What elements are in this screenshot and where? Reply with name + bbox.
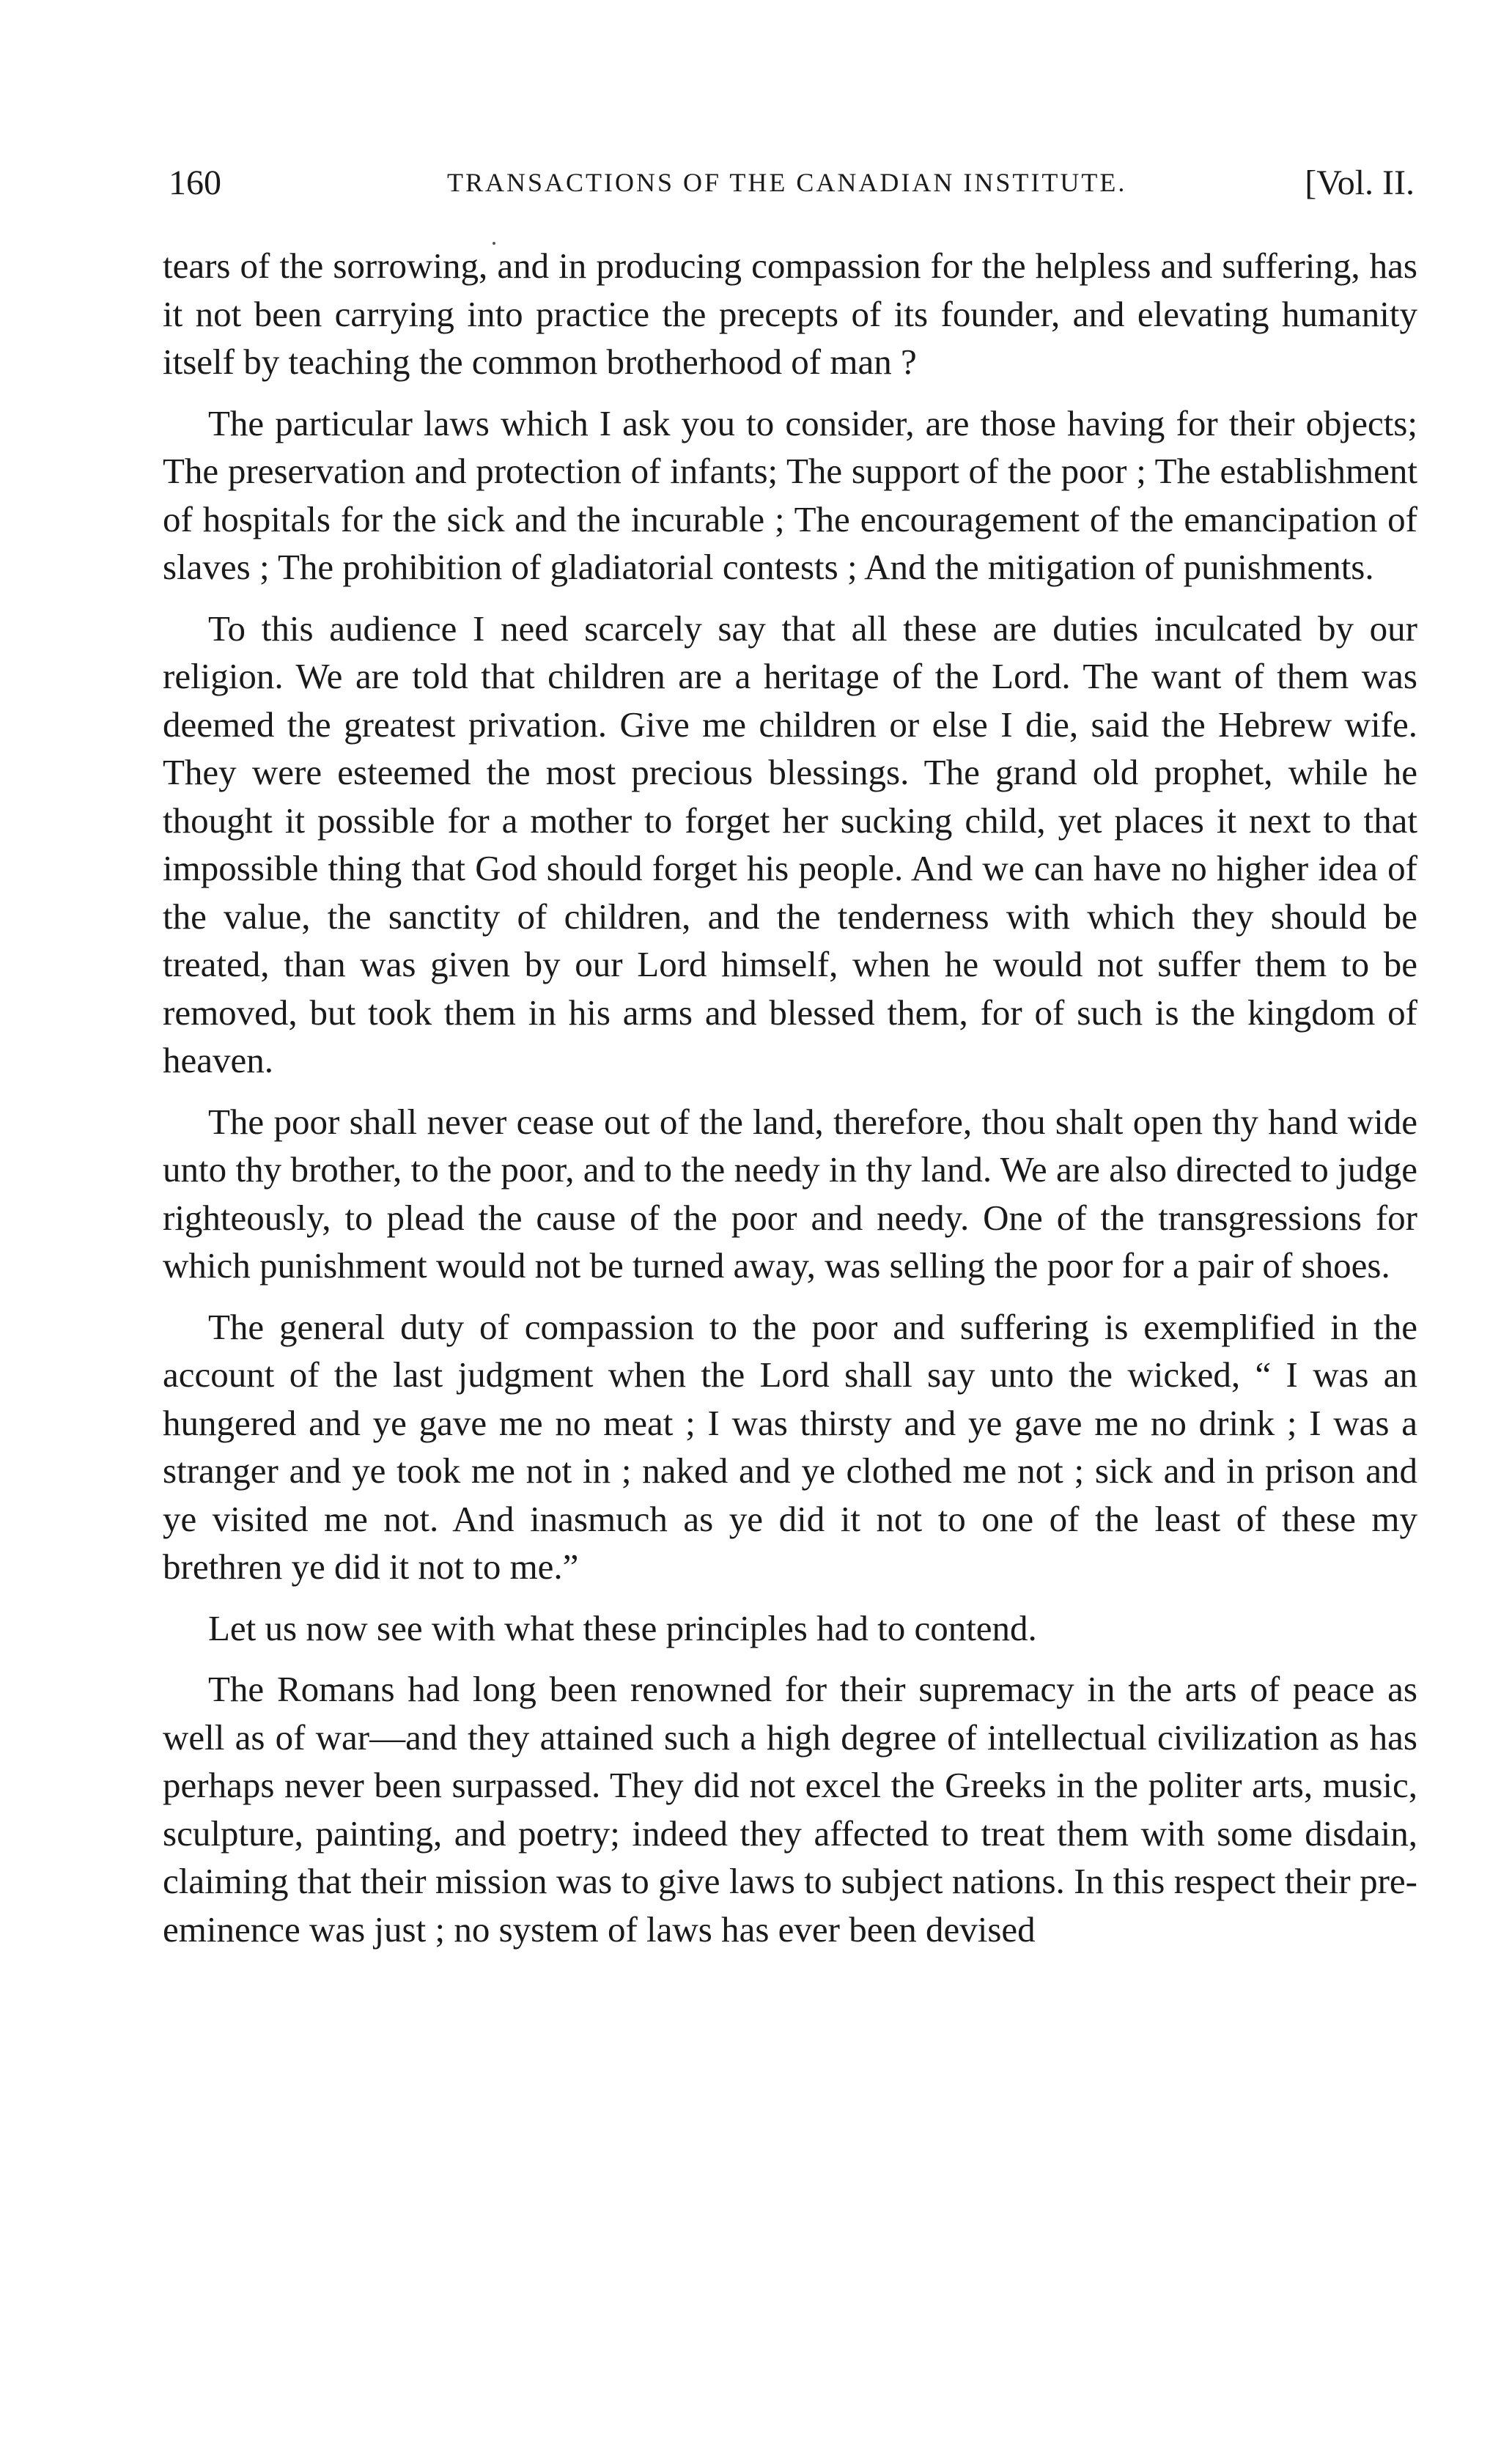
running-header: [169, 163, 1415, 214]
paragraph-children: To this audience I need scarcely say that all these are duties inculcated by our religion. We are told that children are a heritage of the Lord. The want of them was deemed the greatest privation. Give me children or else I die, said the Hebrew wife. They were esteemed the most precious blessings. The grand old prophet, while he thought it possible for a mother to forget her sucking child, yet places it next to that impossible thing that God should forget his people. And we can have no higher idea of the value, the sanctity of children, and the tenderness with which they should be treated, than was given by our Lord himself, when he would not suffer them to be removed, but took them in his arms and blessed them, for of such is the kingdom of heaven.: [163, 608, 1417, 1080]
paragraph-poor: The poor shall never cease out of the land, therefore, thou shalt open thy hand wide unto thy brother, to the poor, and to the needy in thy land. We are also directed to judge righteously, to plead the cause of the poor and needy. One of the transgressions for which punishment would not be turned away, was selling the poor for a pair of shoes.: [163, 1101, 1417, 1286]
page-number: 160: [169, 163, 221, 202]
running-title: TRANSACTIONS OF THE CANADIAN INSTITUTE.: [447, 168, 1127, 197]
volume-label: [Vol. II.: [1305, 163, 1415, 202]
paragraph-romans: The Romans had long been renowned for their supremacy in the arts of peace as well as of war—and they attained such a high degree of intellectual civilization as has perhaps never been surpassed. They did not excel the Greeks in the politer arts, music, sculpture, painting, and poetry; indeed they affected to treat them with some disdain, claiming that their mission was to give laws to subject nations. In this respect their pre-eminence was just ; no system of laws has ever been devised: [163, 1669, 1417, 1950]
paragraph-compassion: The general duty of compassion to the poor and suffering is exemplified in the account of the last judgment when the Lord shall say unto the wicked, “ I was an hungered and ye gave me no meat ; I was thirsty and ye gave me no drink ; I was a stranger and ye took me not in ; naked and ye clothed me not ; sick and in prison and ye visited me not. And inasmuch as ye did it not to one of the least of these my brethren ye did it not to me.”: [163, 1306, 1417, 1587]
paragraph-continuation: tears of the sorrowing, and in producing compassion for the helpless and suffering, has it not been carrying into practice the precepts of its founder, and elevating humanity itself by teaching the common brotherhood of man ?: [163, 246, 1417, 382]
paragraph-contend: Let us now see with what these principles had to contend.: [208, 1607, 1037, 1648]
body-text: [163, 242, 1417, 1966]
paragraph-laws: The particular laws which I ask you to consider, are those having for their objects; The preservation and protection of infants; The support of the poor ; The establishment of hospitals for the sick and the incurable ; The encouragement of the emancipation of slaves ; The prohibition of gladiatorial contests ; And the mitigation of punishments.: [163, 402, 1417, 587]
